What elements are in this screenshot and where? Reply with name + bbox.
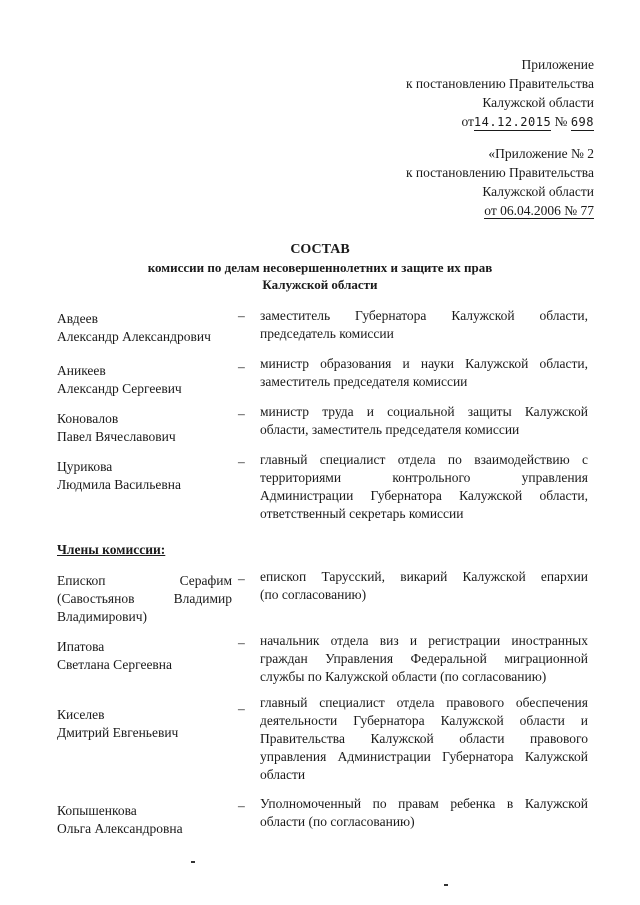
member-name: Епископ Серафим (Савостьянов Владимир Владимирович) (57, 573, 232, 624)
member-role: начальник отдела виз и регистрации иностранных граждан Управления Федеральной миграционной службы по Калужской области (по согласованию) (260, 633, 588, 684)
appendix-title: Приложение (521, 57, 594, 72)
dash-separator: – (238, 308, 245, 323)
member-name: Авдеев Александр Александрович (57, 311, 211, 344)
document-title: СОСТАВ (290, 242, 350, 257)
prev-appendix-line2: к постановлению Правительства (405, 165, 594, 180)
dash-separator: – (238, 701, 245, 716)
decree-number: 698 (570, 115, 594, 129)
member-name: Киселев Дмитрий Евгеньевич (57, 707, 179, 740)
member-role: епископ Тарусский, викарий Калужской епархии (по согласованию) (260, 569, 588, 602)
member-role: главный специалист отдела правового обеспечения деятельности Губернатора Калужской области и Правительства Калужской области правового управления Администрации Губернатора Калужской области (260, 695, 588, 782)
dash-separator: – (238, 406, 245, 421)
decree-date: 14.12.2015 (473, 115, 552, 129)
appendix-date-line (300, 112, 594, 131)
previous-appendix-header (300, 144, 594, 220)
document-subtitle: комиссии по делам несовершеннолетних и защите их прав (147, 260, 493, 275)
member-role: заместитель Губернатора Калужской области, председатель комиссии (260, 308, 588, 341)
prev-appendix-date: от 06.04.2006 № 77 (484, 203, 594, 218)
dash-separator: – (238, 454, 245, 469)
prev-appendix-title: «Приложение № 2 (488, 146, 594, 161)
date-prefix: от (461, 114, 474, 129)
scan-mark (191, 861, 195, 863)
member-name: Ипатова Светлана Сергеевна (57, 639, 173, 672)
appendix-header (300, 55, 594, 131)
appendix-line3: Калужской области (482, 95, 594, 110)
dash-separator: – (238, 635, 245, 650)
member-role: главный специалист отдела по взаимодействию с территориями контрольного управления Администрации Губернатора Калужской области, ответственный секретарь комиссии (260, 452, 588, 521)
document-subtitle-region: Калужской области (262, 277, 378, 292)
number-sign: № (554, 114, 568, 129)
prev-appendix-line3: Калужской области (482, 184, 594, 199)
member-name: Аникеев Александр Сергеевич (57, 363, 182, 396)
members-heading: Члены комиссии: (57, 542, 166, 557)
dash-separator: – (238, 359, 245, 374)
scan-mark (444, 884, 448, 886)
appendix-line2: к постановлению Правительства (405, 76, 594, 91)
member-role: Уполномоченный по правам ребенка в Калужской области (по согласованию) (260, 796, 588, 829)
member-name: Коновалов Павел Вячеславович (57, 411, 176, 444)
member-role: министр труда и социальной защиты Калужской области, заместитель председателя комиссии (260, 404, 588, 437)
member-name: Цурикова Людмила Васильевна (57, 459, 181, 492)
member-role: министр образования и науки Калужской области, заместитель председателя комиссии (260, 356, 588, 389)
member-name: Копышенкова Ольга Александровна (57, 803, 183, 836)
dash-separator: – (238, 571, 245, 586)
dash-separator: – (238, 798, 245, 813)
